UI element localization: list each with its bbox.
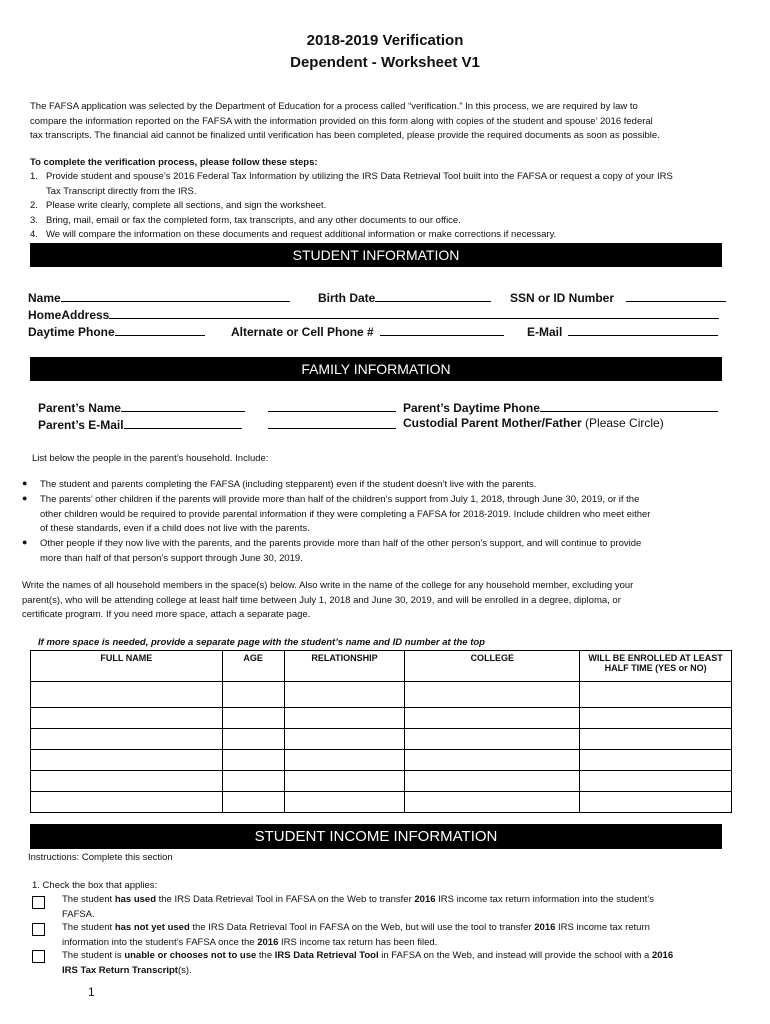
col-enrolled-line2: HALF TIME (YES or NO) bbox=[604, 663, 707, 673]
bullet-line: of these standards, even if a child does not live with the parents. bbox=[40, 523, 310, 534]
step-text: Please write clearly, complete all sections, and sign the worksheet. bbox=[46, 200, 327, 211]
step-item bbox=[30, 199, 730, 214]
step-number: 3. bbox=[30, 214, 38, 226]
bold-text: unable or chooses not to use bbox=[124, 950, 257, 961]
cell[interactable] bbox=[284, 792, 405, 813]
col-enrolled bbox=[580, 651, 732, 682]
step-number: 1. bbox=[30, 171, 38, 182]
birth-date-line[interactable] bbox=[375, 289, 491, 302]
text: (s). bbox=[177, 964, 192, 976]
parent-email-line[interactable] bbox=[124, 416, 242, 429]
steps-list bbox=[30, 170, 730, 243]
cell[interactable] bbox=[222, 792, 284, 813]
custodial-parent-label: Custodial Parent Mother/Father bbox=[403, 416, 582, 430]
text: information into the student’s FAFSA once the bbox=[62, 936, 258, 948]
bold-text: IRS Tax Return Transcript bbox=[62, 964, 178, 976]
text: The student bbox=[62, 894, 115, 905]
household-bullet bbox=[40, 537, 641, 566]
text: in FAFSA on the Web, and instead will provide the school with a bbox=[378, 950, 652, 961]
cell[interactable] bbox=[284, 750, 405, 771]
option-line bbox=[62, 949, 742, 964]
intro-line: The FAFSA application was selected by the Department of Education for a process called “verification.” In this process, we are required by law to bbox=[30, 101, 638, 112]
bullet-icon: ● bbox=[22, 478, 28, 488]
bullet-icon: ● bbox=[22, 493, 28, 503]
student-name-line[interactable] bbox=[61, 289, 290, 302]
student-name-label: Name bbox=[28, 291, 61, 305]
text: FAFSA. bbox=[62, 908, 95, 920]
table-row[interactable] bbox=[31, 792, 732, 813]
parent-email-2-field[interactable] bbox=[268, 416, 396, 432]
cell[interactable] bbox=[580, 792, 732, 813]
household-names-paragraph bbox=[22, 579, 633, 623]
cell[interactable] bbox=[284, 682, 405, 708]
step-line: Provide student and spouse’s 2016 Federal Tax Information by utilizing the IRS Data Retrieval Tool built into the FAFSA or request a copy of your IRS bbox=[46, 171, 673, 182]
bullet-line: more than half of that person’s support through June 30, 2019. bbox=[40, 552, 303, 564]
option-line bbox=[62, 893, 742, 908]
income-instructions: Instructions: Complete this section bbox=[28, 852, 173, 863]
bullet-icon: ● bbox=[22, 537, 28, 547]
home-address-field[interactable] bbox=[28, 306, 719, 322]
option-line bbox=[62, 964, 742, 979]
text: The student is bbox=[62, 950, 125, 961]
cell[interactable] bbox=[284, 708, 405, 729]
student-info-header: STUDENT INFORMATION bbox=[30, 243, 722, 267]
checkbox-not-yet-used[interactable] bbox=[32, 923, 45, 936]
step-number: 2. bbox=[30, 200, 38, 211]
bullet-line: The student and parents completing the FAFSA (including stepparent) even if the student doesn’t live with the parents. bbox=[40, 479, 537, 490]
household-bullet bbox=[40, 493, 650, 537]
cell[interactable] bbox=[580, 771, 732, 792]
parent-name-2-line[interactable] bbox=[268, 399, 396, 412]
col-age: AGE bbox=[222, 651, 284, 682]
home-address-label: HomeAddress bbox=[28, 308, 110, 322]
alt-phone-label: Alternate or Cell Phone # bbox=[231, 325, 374, 339]
bullet-line: Other people if they now live with the parents, and the parents provide more than half of the other person’s support, and will continue to provide bbox=[40, 538, 642, 549]
text: the IRS Data Retrieval Tool in FAFSA on the Web to transfer bbox=[156, 894, 415, 905]
text: the bbox=[256, 950, 275, 961]
parent-email-field[interactable] bbox=[38, 416, 242, 432]
table-header-row bbox=[31, 651, 732, 682]
bold-text: IRS Data Retrieval Tool bbox=[274, 950, 379, 961]
cell[interactable] bbox=[284, 729, 405, 750]
email-field[interactable] bbox=[527, 323, 718, 339]
home-address-line[interactable] bbox=[109, 306, 719, 319]
cell[interactable] bbox=[580, 729, 732, 750]
student-name-field[interactable] bbox=[28, 289, 290, 305]
student-income-header: STUDENT INCOME INFORMATION bbox=[30, 824, 722, 849]
col-full-name: FULL NAME bbox=[31, 651, 223, 682]
option-unable-to-use bbox=[62, 949, 742, 978]
option-has-used bbox=[62, 893, 742, 922]
parent-phone-field[interactable] bbox=[403, 399, 718, 415]
parent-email-2-line[interactable] bbox=[268, 416, 396, 429]
cell[interactable] bbox=[405, 771, 580, 792]
col-college: COLLEGE bbox=[405, 651, 580, 682]
cell[interactable] bbox=[222, 771, 284, 792]
bold-text: has not yet used bbox=[114, 922, 190, 933]
document-title: 2018-2019 Verification bbox=[306, 32, 464, 49]
custodial-parent-field[interactable] bbox=[403, 416, 664, 430]
cell[interactable] bbox=[405, 750, 580, 771]
ssn-line[interactable] bbox=[626, 289, 726, 302]
step-item bbox=[30, 214, 730, 229]
parent-name-line[interactable] bbox=[121, 399, 245, 412]
paragraph-line: Write the names of all household members in the space(s) below. Also write in the name of the college for any household member, excluding your bbox=[22, 580, 634, 591]
cell[interactable] bbox=[31, 729, 223, 750]
parent-phone-line[interactable] bbox=[540, 399, 718, 412]
table-row[interactable] bbox=[31, 729, 732, 750]
cell[interactable] bbox=[31, 771, 223, 792]
custodial-parent-note: (Please Circle) bbox=[585, 416, 664, 430]
email-label: E-Mail bbox=[527, 325, 563, 339]
daytime-phone-field[interactable] bbox=[28, 323, 205, 339]
ssn-field[interactable] bbox=[510, 289, 726, 305]
checkbox-unable-to-use[interactable] bbox=[32, 950, 45, 963]
cell[interactable] bbox=[580, 682, 732, 708]
text: the IRS Data Retrieval Tool in FAFSA on the Web, but will use the tool to transfer bbox=[189, 922, 535, 933]
option-line bbox=[62, 908, 742, 923]
step-number: 4. bbox=[30, 229, 38, 240]
cell[interactable] bbox=[222, 682, 284, 708]
document-subtitle: Dependent - Worksheet V1 bbox=[290, 54, 480, 71]
ssn-label: SSN or ID Number bbox=[510, 291, 615, 305]
parent-phone-label: Parent’s Daytime Phone bbox=[403, 401, 540, 415]
email-line[interactable] bbox=[568, 323, 718, 336]
bullet-line: The parents’ other children if the parents will provide more than half of the children’s support from July 1, 2018, through June 30, 2019, or if the bbox=[40, 494, 640, 505]
daytime-phone-line[interactable] bbox=[115, 323, 205, 336]
bold-text: 2016 bbox=[414, 894, 436, 905]
cell[interactable] bbox=[31, 792, 223, 813]
family-info-header: FAMILY INFORMATION bbox=[30, 357, 722, 381]
bold-text: 2016 bbox=[534, 922, 556, 933]
cell[interactable] bbox=[222, 708, 284, 729]
cell[interactable] bbox=[580, 750, 732, 771]
step-line: Tax Transcript directly from the IRS. bbox=[46, 185, 197, 197]
page-number: 1 bbox=[88, 985, 95, 999]
checkbox-has-used[interactable] bbox=[32, 896, 45, 909]
cell[interactable] bbox=[284, 771, 405, 792]
option-line bbox=[62, 921, 742, 936]
col-enrolled-line1: WILL BE ENROLLED AT LEAST bbox=[588, 653, 723, 663]
alt-phone-line[interactable] bbox=[380, 323, 504, 336]
option-line bbox=[62, 936, 742, 951]
cell[interactable] bbox=[580, 708, 732, 729]
bold-text: has used bbox=[114, 894, 156, 905]
paragraph-line: certificate program. If you need more space, attach a separate page. bbox=[22, 609, 311, 620]
text: IRS income tax return has been filed. bbox=[278, 936, 438, 948]
intro-paragraph bbox=[30, 100, 660, 144]
birth-date-field[interactable] bbox=[318, 289, 491, 305]
cell[interactable] bbox=[222, 750, 284, 771]
parent-email-label: Parent’s E-Mail bbox=[38, 418, 124, 432]
table-row[interactable] bbox=[31, 682, 732, 708]
daytime-phone-label: Daytime Phone bbox=[28, 325, 115, 339]
step-text: Bring, mail, email or fax the completed form, tax transcripts, and any other documents to our office. bbox=[46, 214, 461, 226]
household-list-intro: List below the people in the parent’s household. Include: bbox=[32, 453, 269, 464]
cell[interactable] bbox=[405, 708, 580, 729]
cell[interactable] bbox=[222, 729, 284, 750]
cell[interactable] bbox=[31, 682, 223, 708]
bullet-line: other children would be required to provide parental information if they were completing a FAFSA for 2018-2019. Include children who meet either bbox=[40, 508, 651, 520]
text: IRS income tax return bbox=[555, 922, 650, 933]
bold-text: 2016 bbox=[257, 936, 279, 948]
step-item bbox=[30, 170, 730, 199]
table-note: If more space is needed, provide a separate page with the student’s name and ID number at the top bbox=[38, 637, 485, 648]
cell[interactable] bbox=[405, 792, 580, 813]
parent-name-field[interactable] bbox=[38, 399, 245, 415]
step-item bbox=[30, 228, 730, 243]
question-1: 1. Check the box that applies: bbox=[32, 880, 158, 891]
table-row[interactable] bbox=[31, 708, 732, 729]
option-not-yet-used bbox=[62, 921, 742, 950]
text: IRS income tax return information into the student’s bbox=[435, 894, 654, 905]
text: The student bbox=[62, 922, 115, 933]
table-row[interactable] bbox=[31, 750, 732, 771]
paragraph-line: parent(s), who will be attending college at least half time between July 1, 2018 and June 30, 2019, and will be enrolled in a degree, diploma, or bbox=[22, 594, 621, 606]
household-table bbox=[30, 650, 732, 813]
alt-phone-field[interactable] bbox=[231, 323, 504, 339]
cell[interactable] bbox=[31, 708, 223, 729]
household-bullet bbox=[40, 478, 536, 493]
table-row[interactable] bbox=[31, 771, 732, 792]
cell[interactable] bbox=[405, 729, 580, 750]
step-text: We will compare the information on these documents and request additional information or make corrections if necessary. bbox=[46, 229, 557, 240]
cell[interactable] bbox=[405, 682, 580, 708]
step-text bbox=[46, 170, 673, 199]
birth-date-label: Birth Date bbox=[318, 291, 376, 305]
intro-line: compare the information reported on the FAFSA with the information provided on this form along with copies of the student and spouse’ 2016 federal bbox=[30, 115, 653, 127]
parent-name-label: Parent’s Name bbox=[38, 401, 121, 415]
col-relationship: RELATIONSHIP bbox=[284, 651, 405, 682]
bold-text: 2016 bbox=[651, 950, 674, 961]
parent-name-2-field[interactable] bbox=[268, 399, 396, 415]
steps-heading: To complete the verification process, please follow these steps: bbox=[30, 157, 318, 168]
cell[interactable] bbox=[31, 750, 223, 771]
intro-line: tax transcripts. The financial aid cannot be finalized until verification has been completed, please provide the required documents as soon as possible. bbox=[30, 130, 660, 141]
